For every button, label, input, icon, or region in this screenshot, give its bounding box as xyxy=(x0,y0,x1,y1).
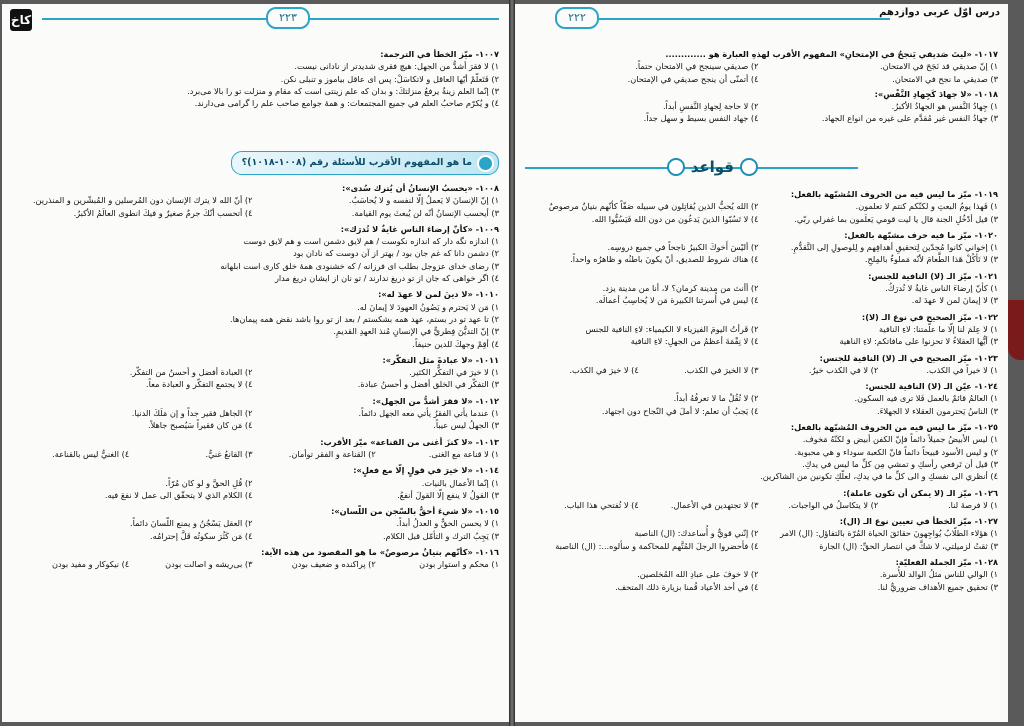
publisher-logo: کاخ xyxy=(10,9,32,31)
option: ٢) الجاهل فقير جداً و إن مَلَكَ الدنيا. xyxy=(131,408,253,419)
option: ٣) صديقي ما نجح في الامتحان. xyxy=(892,73,998,84)
option: ٢) العقل يَسْجُنُ و يمنع اللّسانَ دائماً. xyxy=(130,518,253,529)
question: ١٠١٩- ميّز ما ليس فيه من الحروف المُشبّهة بالفعل: xyxy=(790,189,998,199)
option: ١) إخواني كانوا مُجدّين لِتحقيقِ أهدافِهم و لِلوصولِ إلى التَّقدُّمِ. xyxy=(790,242,998,253)
question-group xyxy=(12,182,499,571)
question: ١٠٢١- ميّز الـ (لا) النافية للجنس: xyxy=(868,270,998,281)
option: ٢) الله يُحبُّ الذين يُقاتِلون في سبيله صَفّاً كأنّهم بنيانٌ مرصوصٌ xyxy=(548,201,759,212)
option: ٣) الجهلُ ليس عيباً. xyxy=(433,420,499,431)
option: ٤) لا يجتمع التفكّر و العبادة معاً. xyxy=(146,379,253,390)
question: ١٠٠٧- ميّز الخطأ في الترجمة: xyxy=(380,49,499,59)
option: ١) لا يحسن الحقُّ و العدلُ أبداً. xyxy=(396,518,499,529)
option: ٤) أنظري الى نفسكِ و الى كلِّ ما في يدكِ، لعلّكِ تكونين من الشاكرين. xyxy=(760,471,998,482)
section-banner xyxy=(231,151,499,175)
option: ٤) جهاد النفس بسيط و سهل جداً. xyxy=(643,113,759,124)
option: ٣) إنّ التديُّنَ فِطريٌّ في الإنسانِ مُنذ العهدِ القديمِ. xyxy=(333,326,499,337)
option: ١) محكم و استوار بودن xyxy=(419,559,499,570)
circle-icon xyxy=(477,155,494,172)
option: ٢) دشمن دانا كه غم جان بود / بهتر از آن دوست كه نادان بود xyxy=(293,248,499,259)
header-rule xyxy=(599,18,890,20)
option: ٣) رضاى خداى عزوجل بطلب اى فرزانه / كه خشنودى همهٔ خلق كارى است ابلهانه xyxy=(220,260,499,271)
option: ٤) لا نِقْمَةَ أعظمُ من الجهلِ: لاءِ النافية xyxy=(630,336,759,347)
option: ٣) القانعُ غنيٌّ. xyxy=(205,448,253,459)
question: ١٠١٠- «لا دينَ لمن لا عهدَ له»: xyxy=(378,289,499,300)
option: ٢) لا يتكاسلُ في الواجبات. xyxy=(788,499,879,510)
question-group xyxy=(525,188,998,593)
left-page xyxy=(2,4,509,722)
option: ٣) يَجِبُ الترك و التأمّل قبل الكلام. xyxy=(382,530,499,541)
option: ٤) الكلام الذي لا يتحقّق الى عمل لا نفعَ فيه. xyxy=(104,489,253,500)
option: ٢) أنّ الله لا يترك الإنسان دون المُرسلين و المُبشّرين و المنذرين. xyxy=(32,195,253,206)
question: ١٠٢٨- ميّز الجملة الفعليّة: xyxy=(895,557,998,568)
red-bookmark xyxy=(1008,300,1024,360)
option: ١) لا فقرَ أشدُّ من الجهل: هيچ فقرى شديدتر از نادانى نيست. xyxy=(294,61,499,72)
option: ١) إنّ الإنسانَ لا يَعملُ إلّا لنفسه و لا يُحاسَبُ. xyxy=(348,195,499,206)
option: ٣) قيل أن تَرفعي رأسكِ و تمشي مِن كلِّ ما ليس في يدكِ. xyxy=(802,458,998,469)
option: ١) فَهذا يومُ البعثِ و لكنّكم كنتم لا تعلمون. xyxy=(855,201,998,212)
option: ٣) لا الخيرَ في الكذب. xyxy=(684,364,759,375)
page-number: ۲۲۲ xyxy=(555,7,599,29)
option: ١) الوالي للناس مثلُ الوالد للأُسرة. xyxy=(879,569,998,580)
option: ٢) لا خوفَ على عبادِ الله المُخلصين. xyxy=(637,569,759,580)
question: ١٠١٥- «لا شيءَ أحقُّ بالسّجنِ من اللّسان»: xyxy=(331,506,499,517)
option: ٤) أقِمْ وجهكَ للدين حنيفاً. xyxy=(412,338,499,349)
option: ١) لا خيرَ في التفكُّر الكثير. xyxy=(409,367,499,378)
option: ٣) الناسُ يَحترمون العقلاء لا الجهلاءَ. xyxy=(877,405,998,416)
question: ١٠٢٣- ميّز الصحيح في الـ (لا) النافية للجنس: xyxy=(819,352,998,363)
question: ١٠١٧- «ليتَ صَديقي يَنجحُ في الإمتحانِ» المفهوم الأقرب لهذهِ العبارة هو ............. xyxy=(665,49,998,59)
option: ٣) لا إيمانَ لمن لا عهدَ له. xyxy=(911,295,998,306)
question-group xyxy=(525,48,998,125)
question: ١٠٢٢- ميّز الصحيح في نوع الـ (لا): xyxy=(861,311,998,322)
option: ٢) تا عهد تو در بستم، عهد همه بشكستم / بعد از تو روا باشد نقض همه پيمان‌ها. xyxy=(230,313,499,324)
option: ٤) اگر خواهى كه جان از تو دريغ ندارند / تو نان از ايشان دريغ مدار xyxy=(274,273,499,284)
option: ٢) قُلِ الحقَّ و لو كان مُرّاً. xyxy=(165,477,253,488)
question: ١٠٢٠- ميّز ما فيه حرف مشبّهة بالفعل: xyxy=(844,229,998,240)
question: ١٠٢٧- ميّز الخطأ في تعيين نوع الـ (ال): xyxy=(839,516,998,527)
option: ٤) لا تَسُبّوا الذينَ يَدعُون من دون الله فَيَسُبُّوا الله. xyxy=(591,213,759,224)
option: ٢) پراكنده و ضعيف بودن xyxy=(291,559,376,570)
option: ٤) أتحسب أنّكَ جرمٌ صغيرٌ و فيكَ انطوى العالَمُ الأكبرُ. xyxy=(73,207,253,218)
option: ٢) لا في الكذب خيرٌ. xyxy=(808,364,879,375)
option: ٢) القناعة و الفقر توأمان. xyxy=(288,448,376,459)
option: ٣) تحقيق جميع الأهداف ضروريٌّ لنا. xyxy=(877,581,998,592)
question-group xyxy=(12,48,499,109)
option: ٣) ثقتُ لزميلتي، لا شكَّ في انتصار الحقِّ: (ال) الجارة xyxy=(819,540,998,551)
option: ٣) القولُ لا ينفع إلّا القولَ أنفعُ. xyxy=(397,489,499,500)
option: ٣) جهادُ النفس غير مُقدَّم على غيره من انواع الجهاد. xyxy=(821,113,998,124)
option: ٣) قيل أدْخُلِ الجنة قال يا ليت قومي يَعلَمون بما غفرلي ربّي. xyxy=(794,213,998,224)
option: ٤) في أحد الأعياد قُمنا بزيارة ذلك المتحف. xyxy=(615,581,759,592)
option: ٢) لا حاجة لِجهادِ النَّفسِ أبداً. xyxy=(662,101,759,112)
option: ١) لا قناعة مع الغنى. xyxy=(428,448,499,459)
option: ١) إنّما الأعمال بالنيات. xyxy=(421,477,499,488)
option: ٣) لا تجتهدين في الأعمال. xyxy=(670,499,759,510)
option: ٣) أيُّها العقلاءُ لا تحزنوا على مافاتكم: لاءِ الناهية xyxy=(839,336,998,347)
option: ٣) التفكّر في الخلق أفضل و أحسنُ عبادة. xyxy=(357,379,499,390)
option: ١) اندازه نگه دار كه اندازه نكوست / هم لايق دشمن است و هم لايق دوست xyxy=(243,236,499,247)
option: ١) ليس الأبيضُ جميلاً دائماً فإنّ الكفن أبيض و لكنّهُ مَخوف. xyxy=(802,434,998,445)
question: ١٠٢٥- ميّز ما ليس فيه من الحروف المُشبّهة بالفعل: xyxy=(790,422,998,433)
option: ١) العالمُ قائمٌ بالعمل فَلا ترى فيه السكون. xyxy=(854,393,998,404)
option: ١) لا عِلمَ لنا إلّا ما علّمتنا: لاءِ النافية xyxy=(879,323,998,334)
question: ١٠١٢- «لا فقرَ أشدُّ من الجهل»: xyxy=(372,395,499,406)
option: ١) كأنّ إرضاءَ الناس غايةٌ لا تُدرَكُ. xyxy=(885,283,998,294)
option: ٤) فأحضروا الرجلَ المُتَّهم للمحاكمة و سألوه...: (ال) الناصبة xyxy=(555,540,759,551)
circle-icon xyxy=(667,158,685,176)
running-head: درس اوّل عربی دوازدهم xyxy=(879,7,1000,18)
option: ٢) فَتَعلَّمْ أيّها العاقل و لاتكاسَلْ: پس اى عاقل بياموز و تنبلى نكن. xyxy=(280,73,499,84)
option: ٤) نيكوكار و مفيد بودن xyxy=(51,559,130,570)
question: ١٠١١- «لا عبادةَ مثل التفكّر»: xyxy=(382,354,499,365)
option: ٣) بى‌ريشه و اصالت بودن xyxy=(165,559,253,570)
question: ١٠٠٨- «يحسبُ الإنسانُ أن يُترك سُدى»: xyxy=(342,183,499,193)
option: ١) لا فرصةَ لنا. xyxy=(948,499,998,510)
question: ١٠١٣- «لا كنزَ أغنى من القناعة» ميّز الأقرب: xyxy=(320,436,499,447)
right-page xyxy=(515,4,1008,722)
option: ١) هؤلاء الطلّابُ يُواجِهونَ حقائقَ الحياة المُرّة بالتفاؤل: (ال) الامر xyxy=(780,528,998,539)
option: ١) مَن لا يَحترم و يَصُونُ العهودَ لا إيمانَ له. xyxy=(357,301,499,312)
option: ٢) العبادة أفضل و أحسنُ من التفكّر. xyxy=(129,367,253,378)
option: ٢) أليْسَ أَخوكَ الكبيرُ ناجحاً في جميع دروسِه. xyxy=(607,242,759,253)
question: ١٠٢٤- عيّن الـ (لا) النافية للجنس: xyxy=(865,381,998,392)
option: ٤) مَن كان فقيراً سَيُصبح جاهلاً. xyxy=(147,420,253,431)
banner-title: ما هو المفهوم الأقرب للأسئلة رقم (١٠٠٨-١٠١٨)؟ xyxy=(241,157,472,168)
option: ١) جِهادُ النَّفس هو الجهادُ الأكبرُ. xyxy=(891,101,998,112)
page-number: ۲۲۳ xyxy=(266,7,310,29)
question: ١٠١٨- «لا جهادَ كَجِهادِ النَّفْسِ»: xyxy=(874,88,998,99)
option: ٣) لا تَأكُلْ هَذا الطَّعامَ لأنّه مَملوءٌ بالمِلحِ. xyxy=(864,254,998,265)
question: ١٠٢٦- ميّز الـ (لا يمكن أن تكون عاملة): xyxy=(843,487,998,498)
option: ٢) أأنتَ من مدينة كرمان؟ لا، أنا من مدينة يزد. xyxy=(602,283,759,294)
question: ١٠٠٩- «كأنّ إرضاءَ الناسِ غايةٌ لا تُدرَك»: xyxy=(340,223,499,234)
option: ٣) إنّما العلم زينةٌ يرفعُ منزلتكَ: و بدان كه علم زينتى است كه مقام و منزلت تو را بالا مى‌برد. xyxy=(187,85,499,96)
question: ١٠١٦- «كأنّهم بنيانٌ مرصوصٌ» ما هو المقصود من هذه الآية: xyxy=(261,547,499,558)
option: ٤) لا تُفتحي هذا الباب. xyxy=(564,499,639,510)
option: ٤) و يُكرّم صاحبُ العلم في جميع المجتمعات: و همهٔ جوامع صاحب علم را گرامى مى‌دارند. xyxy=(194,98,499,109)
question: ١٠١٤- «لا خيرَ في قولٍ إلّا مع فعلٍ»: xyxy=(353,465,499,476)
circle-icon xyxy=(740,158,758,176)
option: ٤) مَن كَثُرَ سكوتُه قَلَّ إحترامُه. xyxy=(150,530,253,541)
option: ٢) إنّني قويٌّ و أُساعدك: (ال) الناصبة xyxy=(634,528,759,539)
section-title: قواعد xyxy=(690,158,734,176)
option: ٤) لا خيرَ في الكذب. xyxy=(569,364,639,375)
option: ٤) هناك شروط للصديق، أنْ يكونَ باطنُه و ظاهرُه واحداً. xyxy=(570,254,759,265)
option: ٢) لا تُقُلْ ما لا تعرفُهُ أبداً. xyxy=(673,393,759,404)
option: ٤) أتمنّى أن ينجح صديقي في الإمتحان. xyxy=(627,73,759,84)
option: ٤) ليس في أُسرتنا الكبيرة مَن لا يُحاسِبُ أعمالَه. xyxy=(595,295,759,306)
option: ٤) يَجبُ أن تعلم: لا أملَ في النّجاح دون اجتهاد. xyxy=(601,405,759,416)
option: ٤) الغنيُّ ليس بالقناعة. xyxy=(52,448,130,459)
option: ١) إنّ صديقي قد نَجَحَ في الامتحان. xyxy=(880,61,998,72)
section-heading xyxy=(667,158,758,176)
option: ٢) و ليس الأسود قبيحاً دائماً فانّ الكعبة سوداء و هي محبوبة. xyxy=(794,446,998,457)
option: ١) لا خيراً في الكذب. xyxy=(926,364,998,375)
option: ٢) صديقي سينجح في الامتحان حتماً. xyxy=(635,61,759,72)
option: ١) عندما يأتي الفقرُ يأتي معه الجهل دائماً. xyxy=(358,408,499,419)
option: ٢) قَرأتُ اليومَ الفيزياء لا الكيمياء: لاءِ النافية للجنس xyxy=(585,323,759,334)
option: ٣) أيحسب الإنسانُ أنّه لن يُبعثَ يوم القيامة. xyxy=(351,207,499,218)
